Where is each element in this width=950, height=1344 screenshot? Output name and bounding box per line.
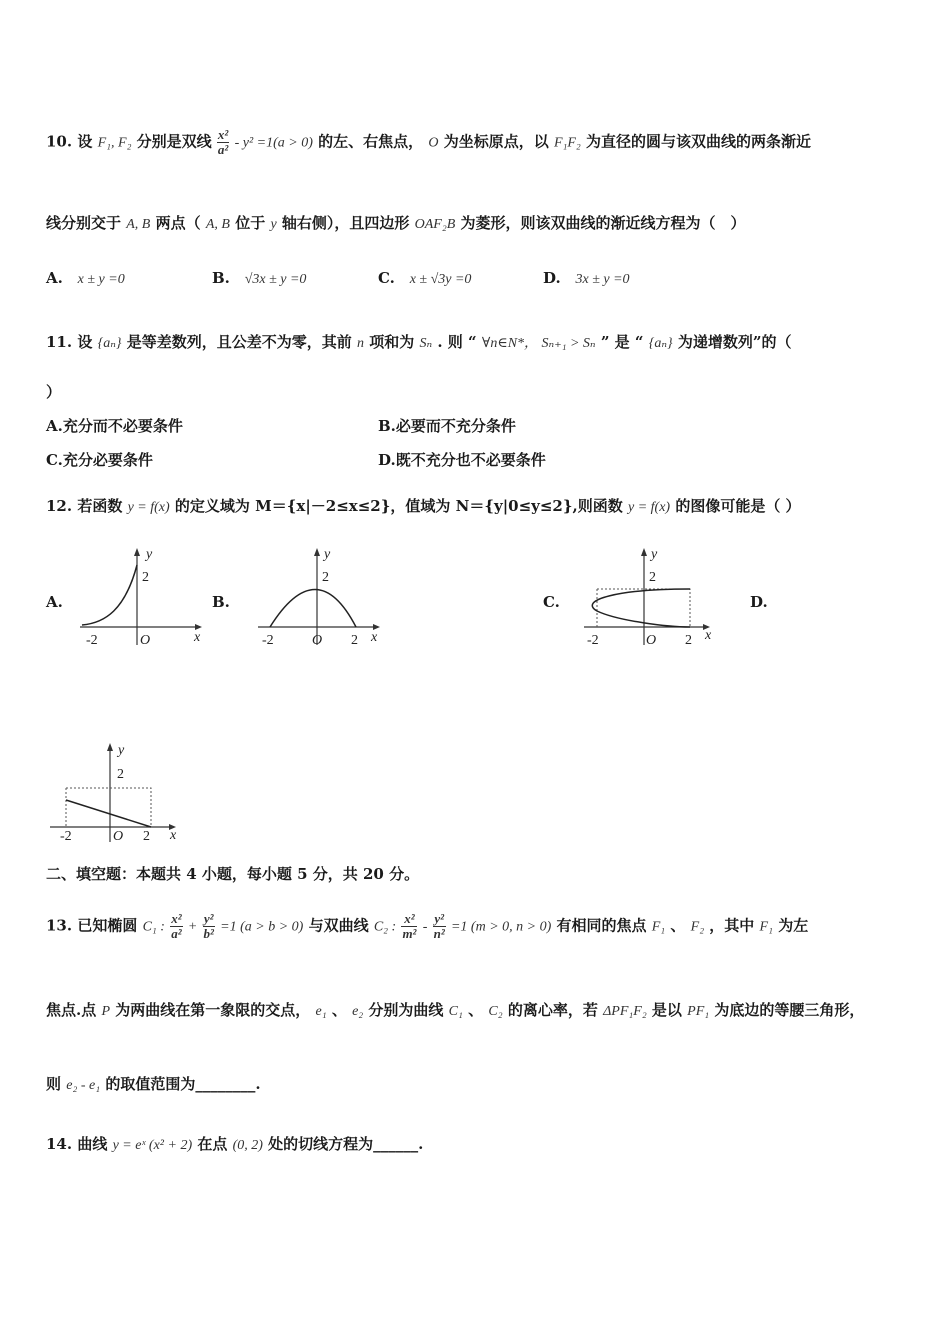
graph-d-label[interactable]: D. [750,593,768,611]
q12-number: 12. [46,497,73,515]
q11-number: 11. [46,333,73,351]
hyperbola-fraction: $\frac{\text{x²}}{\text{a²}}$ [217,127,229,157]
q14-answer-blank: 处的切线方程为______. [268,1135,424,1153]
q14-number: 14. [46,1135,73,1153]
svg-text:O: O [312,633,323,648]
q11-line1: 11. 设 {aₙ} 是等差数列，且公差不为零，其前 n 项和为 Sₙ . 则 “ ∀n∈N*， Sₙ₊₁ > Sₙ ” 是 “ {aₙ} 为递增数列”的（ [46,333,792,351]
q10-option-b[interactable]: B. √3x ± y =0 [212,269,307,287]
q10-line1: 10. 设 F₁, F₂ 分别是双线 $\frac{\text{x²}}{\text{a²}}$ - y² =1(a > 0) 的左、右焦点， O 为坐标原点，以 F₁F₂ 为直径的圆与该双曲线的两条渐近 [46,127,812,157]
graph-b-label[interactable]: B. [212,593,230,611]
svg-text:2: 2 [143,829,150,844]
svg-text:-2: -2 [86,633,98,648]
svg-text:y: y [324,547,331,562]
q10-option-d[interactable]: D. 3x ± y =0 [543,269,630,287]
svg-text:2: 2 [649,570,656,585]
q13-answer-blank: 的取值范围为________. [105,1075,261,1093]
svg-text:x: x [194,630,201,645]
graph-a-curve [82,565,137,625]
graph-a[interactable] [70,545,210,650]
graph-c[interactable] [578,545,723,650]
q11-close: ） [46,383,62,401]
svg-text:O: O [140,633,151,648]
q10-number: 10. [46,132,73,151]
graph-b[interactable] [250,545,390,650]
q13-line1: 13. 已知椭圆 C₁ : $\frac{\text{x²}}{\text{a²}}$ + $\frac{\text{y²}}{\text{b²}}$ =1 (a > b > 0) 与双曲线 C₂ : $\frac{\text{x²}}{\text{m²}}$ - $\frac{\text{y²}}{\text{n²}}$ =1 (m > 0, n > 0) 有相同的焦点 F₁ 、 F₂ ，其中 F₁ 为左 [46,911,809,941]
svg-text:y: y [651,547,658,562]
svg-text:x: x [170,828,177,843]
svg-text:-2: -2 [587,633,599,648]
q10-option-a[interactable]: A. x ± y =0 [46,269,125,287]
svg-text:x: x [371,630,378,645]
svg-text:y: y [146,547,153,562]
svg-text:2: 2 [685,633,692,648]
q11-option-d[interactable]: D.既不充分也不必要条件 [378,451,546,469]
q14-line: 14. 曲线 y = eˣ (x² + 2) 在点 (0, 2) 处的切线方程为______. [46,1135,424,1153]
section-heading: 二、填空题：本题共 4 小题，每小题 5 分，共 20 分。 [46,865,420,883]
svg-text:O: O [646,633,657,648]
q10-line2: 线分别交于 A, B 两点（ A, B 位于 y 轴右侧），且四边形 OAF₂B 为菱形，则该双曲线的渐近线方程为（ ） [46,214,746,232]
svg-text:y: y [118,743,125,758]
svg-text:O: O [113,829,124,844]
graph-d[interactable] [46,740,191,845]
svg-text:2: 2 [322,570,329,585]
q12-stem: 12. 若函数 y = f(x) 的定义域为 M＝{x|－2≤x≤2}，值域为 N＝{y|0≤y≤2},则函数 y = f(x) 的图像可能是（ ） [46,497,801,515]
svg-text:-2: -2 [60,829,72,844]
svg-text:2: 2 [117,767,124,782]
graph-a-label[interactable]: A. [46,593,63,611]
svg-text:2: 2 [142,570,149,585]
q13-line2: 焦点.点 P 为两曲线在第一象限的交点， e₁ 、 e₂ 分别为曲线 C₁ 、 C₂ 的离心率，若 ΔPF₁F₂ 是以 PF₁ 为底边的等腰三角形， [46,1001,865,1019]
q10-option-c[interactable]: C. x ± √3y =0 [378,269,472,287]
q11-option-b[interactable]: B.必要而不充分条件 [378,417,516,435]
svg-text:2: 2 [351,633,358,648]
graph-b-curve [270,590,356,628]
svg-text:x: x [705,628,712,643]
q13-number: 13. [46,916,73,935]
q11-option-a[interactable]: A.充分而不必要条件 [46,417,183,435]
graph-d-line [66,800,151,827]
svg-text:-2: -2 [262,633,274,648]
graph-c-label[interactable]: C. [543,593,560,611]
q13-line3: 则 e₂ - e₁ 的取值范围为________. [46,1075,261,1093]
q11-option-c[interactable]: C.充分必要条件 [46,451,153,469]
graph-c-curve [592,589,690,627]
